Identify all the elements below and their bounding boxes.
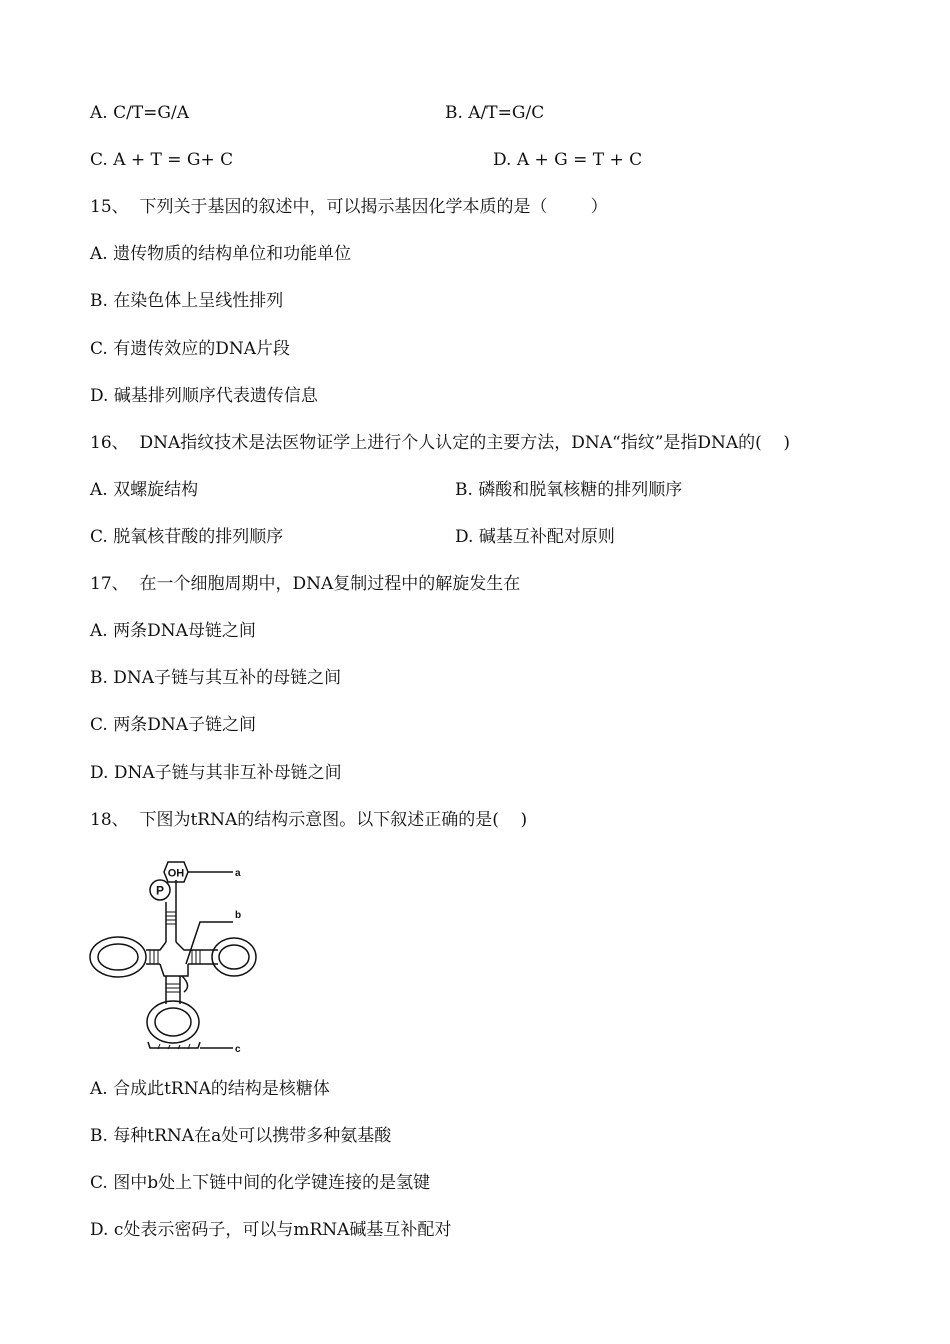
q16-option-a: A. 双螺旋结构: [90, 480, 199, 500]
q17-stem: 17、 在一个细胞周期中，DNA复制过程中的解旋发生在: [90, 574, 521, 594]
central-junction: [160, 964, 188, 976]
q14-option-b: B. A/T=G/C: [445, 103, 545, 123]
q16-option-c: C. 脱氧核苷酸的排列顺序: [90, 527, 284, 547]
q15-option-c: C. 有遗传效应的DNA片段: [90, 339, 290, 359]
q17-option-a: A. 两条DNA母链之间: [90, 621, 256, 641]
d-loop-inner: [98, 944, 138, 970]
trna-diagram: [88, 852, 263, 1062]
q15-stem: 15、 下列关于基因的叙述中，可以揭示基因化学本质的是（ ）: [90, 197, 608, 217]
leader-line-b: [186, 922, 233, 964]
t-arm-upper: [176, 942, 218, 950]
q18-stem: 18、 下图为tRNA的结构示意图。以下叙述正确的是( ): [90, 810, 528, 830]
q18-option-d: D. c处表示密码子，可以与mRNA碱基互补配对: [90, 1220, 452, 1240]
label-b: b: [235, 910, 242, 921]
q15-option-b: B. 在染色体上呈线性排列: [90, 291, 284, 311]
variable-loop: [182, 976, 188, 992]
q14-option-d: D. A + G = T + C: [493, 150, 643, 170]
q16-option-b: B. 磷酸和脱氧核糖的排列顺序: [455, 480, 683, 500]
t-loop-inner: [219, 945, 249, 969]
p-label: P: [155, 883, 165, 898]
label-a: a: [235, 868, 241, 879]
q15-option-d: D. 碱基排列顺序代表遗传信息: [90, 386, 318, 406]
q17-option-c: C. 两条DNA子链之间: [90, 715, 256, 735]
d-arm-upper: [146, 942, 166, 950]
label-c: c: [235, 1044, 241, 1055]
q18-option-c: C. 图中b处上下链中间的化学键连接的是氢键: [90, 1173, 431, 1193]
q17-option-d: D. DNA子链与其非互补母链之间: [90, 763, 342, 783]
anticodon-loop-inner: [155, 1008, 191, 1036]
q16-stem: 16、 DNA指纹技术是法医物证学上进行个人认定的主要方法，DNA“指纹”是指DNA的( ): [90, 433, 791, 453]
q14-option-a: A. C/T=G/A: [90, 103, 189, 123]
q17-option-b: B. DNA子链与其互补的母链之间: [90, 668, 342, 688]
q18-option-a: A. 合成此tRNA的结构是核糖体: [90, 1079, 330, 1099]
trna-figure: [88, 852, 263, 1062]
oh-label: OH: [167, 867, 185, 880]
q18-option-b: B. 每种tRNA在a处可以携带多种氨基酸: [90, 1126, 392, 1146]
q14-option-c: C. A + T = G+ C: [90, 150, 234, 170]
q16-option-d: D. 碱基互补配对原则: [455, 527, 615, 547]
q15-option-a: A. 遗传物质的结构单位和功能单位: [90, 244, 352, 264]
